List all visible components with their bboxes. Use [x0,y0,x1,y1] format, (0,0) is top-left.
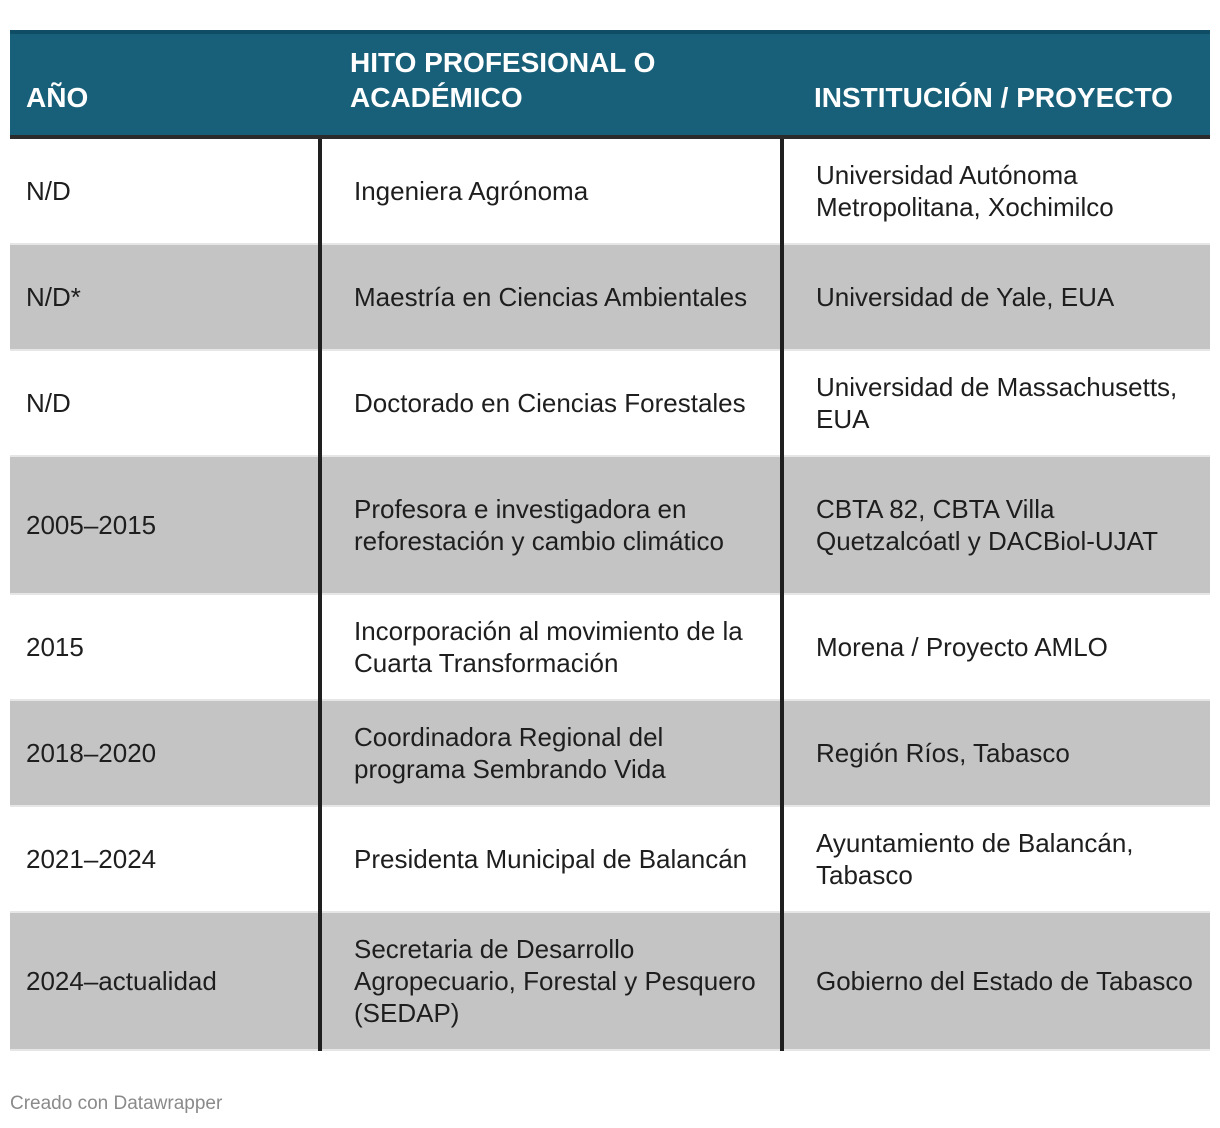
cell-milestone: Profesora e investigadora en reforestación y cambio climático [320,456,782,594]
table-row [10,350,1210,456]
milestones-table [10,30,1210,1051]
cell-milestone: Doctorado en Ciencias Forestales [320,350,782,456]
cell-institution: Universidad Autónoma Metropolitana, Xochimilco [782,137,1210,244]
cell-year: 2015 [10,594,320,700]
cell-year: 2005–2015 [10,456,320,594]
table-row [10,912,1210,1050]
table-row [10,456,1210,594]
table-row [10,244,1210,350]
column-header-institution[interactable]: INSTITUCIÓN / PROYECTO [782,32,1210,137]
cell-year: N/D* [10,244,320,350]
cell-institution: Morena / Proyecto AMLO [782,594,1210,700]
column-header-year[interactable]: AÑO [10,32,320,137]
column-header-milestone[interactable]: HITO PROFESIONAL O ACADÉMICO [320,32,782,137]
cell-year: 2018–2020 [10,700,320,806]
cell-milestone: Coordinadora Regional del programa Sembrando Vida [320,700,782,806]
cell-milestone: Incorporación al movimiento de la Cuarta Transformación [320,594,782,700]
cell-year: N/D [10,137,320,244]
cell-institution: Región Ríos, Tabasco [782,700,1210,806]
table-header-row [10,32,1210,137]
cell-milestone: Ingeniera Agrónoma [320,137,782,244]
cell-year: 2021–2024 [10,806,320,912]
cell-milestone: Secretaria de Desarrollo Agropecuario, Forestal y Pesquero (SEDAP) [320,912,782,1050]
cell-institution: CBTA 82, CBTA Villa Quetzalcóatl y DACBiol-UJAT [782,456,1210,594]
table-row [10,700,1210,806]
datawrapper-credit[interactable]: Creado con Datawrapper [10,1093,223,1114]
cell-year: 2024–actualidad [10,912,320,1050]
cell-institution: Universidad de Massachusetts, EUA [782,350,1210,456]
cell-year: N/D [10,350,320,456]
milestones-table-container [10,30,1210,1051]
cell-institution: Ayuntamiento de Balancán, Tabasco [782,806,1210,912]
cell-milestone: Presidenta Municipal de Balancán [320,806,782,912]
table-row [10,806,1210,912]
table-row [10,137,1210,244]
cell-institution: Universidad de Yale, EUA [782,244,1210,350]
cell-milestone: Maestría en Ciencias Ambientales [320,244,782,350]
cell-institution: Gobierno del Estado de Tabasco [782,912,1210,1050]
table-row [10,594,1210,700]
